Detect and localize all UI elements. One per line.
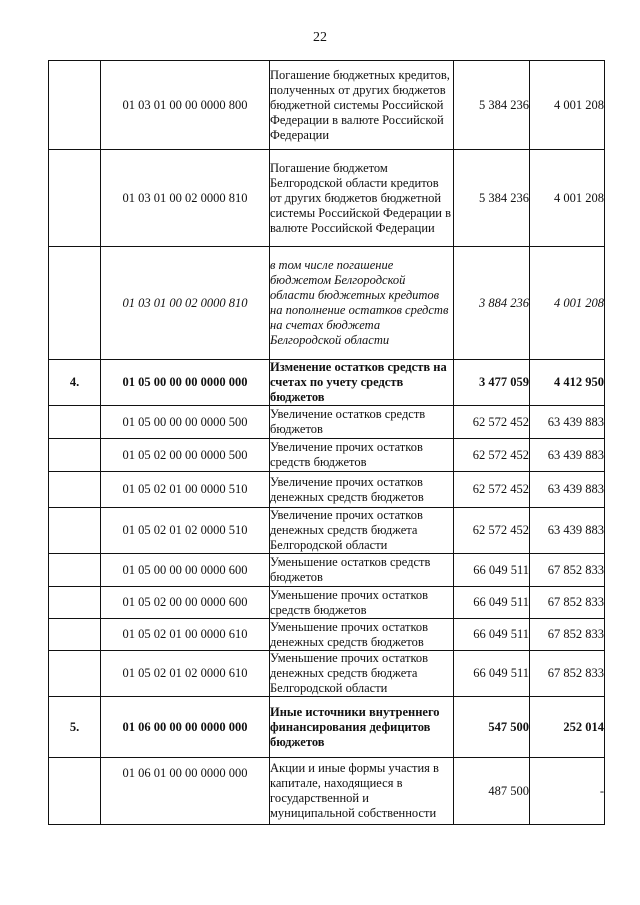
table-row bbox=[49, 150, 605, 247]
budget-code: 01 05 00 00 00 0000 500 bbox=[101, 406, 270, 439]
table-row bbox=[49, 439, 605, 472]
amount-year-1: 5 384 236 bbox=[454, 150, 530, 247]
row-number: 4. bbox=[49, 360, 101, 406]
budget-code: 01 05 00 00 00 0000 000 bbox=[101, 360, 270, 406]
table-row bbox=[49, 508, 605, 554]
budget-code: 01 03 01 00 00 0000 800 bbox=[101, 61, 270, 150]
row-number bbox=[49, 619, 101, 651]
table-row bbox=[49, 651, 605, 697]
table-row bbox=[49, 587, 605, 619]
budget-code: 01 05 02 01 00 0000 610 bbox=[101, 619, 270, 651]
source-name: Уменьшение остатков средств бюджетов bbox=[270, 554, 454, 587]
amount-year-2: 63 439 883 bbox=[530, 439, 605, 472]
source-name: в том числе погашение бюджетом Белгородской области бюджетных кредитов на пополнение остатков средств на счетах бюджета Белгородской области bbox=[270, 247, 454, 360]
amount-year-1: 547 500 bbox=[454, 697, 530, 758]
amount-year-1: 66 049 511 bbox=[454, 651, 530, 697]
source-name: Увеличение остатков средств бюджетов bbox=[270, 406, 454, 439]
source-name: Уменьшение прочих остатков средств бюджетов bbox=[270, 587, 454, 619]
source-name: Погашение бюджетных кредитов, полученных от других бюджетов бюджетной системы Российской Федерации в валюте Российской Федерации bbox=[270, 61, 454, 150]
amount-year-1: 487 500 bbox=[454, 758, 530, 825]
row-number bbox=[49, 554, 101, 587]
amount-year-2: 67 852 833 bbox=[530, 651, 605, 697]
amount-year-2: 4 412 950 bbox=[530, 360, 605, 406]
sources-financing-table bbox=[48, 60, 605, 825]
amount-year-2: 63 439 883 bbox=[530, 406, 605, 439]
budget-code: 01 06 01 00 00 0000 000 bbox=[101, 758, 270, 825]
budget-code: 01 05 02 01 02 0000 610 bbox=[101, 651, 270, 697]
table-row bbox=[49, 472, 605, 508]
source-name: Иные источники внутреннего финансирования дефицитов бюджетов bbox=[270, 697, 454, 758]
table-row bbox=[49, 554, 605, 587]
amount-year-1: 66 049 511 bbox=[454, 554, 530, 587]
source-name: Увеличение прочих остатков денежных средств бюджетов bbox=[270, 472, 454, 508]
table-row bbox=[49, 758, 605, 825]
table-row bbox=[49, 61, 605, 150]
source-name: Уменьшение прочих остатков денежных средств бюджетов bbox=[270, 619, 454, 651]
amount-year-1: 62 572 452 bbox=[454, 406, 530, 439]
row-number bbox=[49, 406, 101, 439]
amount-year-1: 3 477 059 bbox=[454, 360, 530, 406]
source-name: Погашение бюджетом Белгородской области кредитов от других бюджетов бюджетной системы Российской Федерации в валюте Российской Федерации bbox=[270, 150, 454, 247]
row-number: 5. bbox=[49, 697, 101, 758]
amount-year-2: 63 439 883 bbox=[530, 472, 605, 508]
row-number bbox=[49, 247, 101, 360]
source-name: Увеличение прочих остатков денежных средств бюджета Белгородской области bbox=[270, 508, 454, 554]
source-name: Акции и иные формы участия в капитале, находящиеся в государственной и муниципальной собственности bbox=[270, 758, 454, 825]
amount-year-1: 62 572 452 bbox=[454, 508, 530, 554]
table-row bbox=[49, 697, 605, 758]
row-number bbox=[49, 758, 101, 825]
budget-code: 01 03 01 00 02 0000 810 bbox=[101, 150, 270, 247]
source-name: Увеличение прочих остатков средств бюджетов bbox=[270, 439, 454, 472]
budget-code: 01 05 02 01 02 0000 510 bbox=[101, 508, 270, 554]
amount-year-2: 67 852 833 bbox=[530, 587, 605, 619]
page-number: 22 bbox=[313, 30, 327, 45]
source-name: Уменьшение прочих остатков денежных средств бюджета Белгородской области bbox=[270, 651, 454, 697]
budget-code: 01 05 02 01 00 0000 510 bbox=[101, 472, 270, 508]
amount-year-1: 3 884 236 bbox=[454, 247, 530, 360]
table-row bbox=[49, 247, 605, 360]
amount-year-1: 66 049 511 bbox=[454, 587, 530, 619]
budget-code: 01 05 02 00 00 0000 500 bbox=[101, 439, 270, 472]
row-number bbox=[49, 651, 101, 697]
budget-code: 01 05 00 00 00 0000 600 bbox=[101, 554, 270, 587]
amount-year-1: 62 572 452 bbox=[454, 439, 530, 472]
amount-year-2: 67 852 833 bbox=[530, 619, 605, 651]
amount-year-2: 4 001 208 bbox=[530, 247, 605, 360]
row-number bbox=[49, 508, 101, 554]
row-number bbox=[49, 472, 101, 508]
table-row bbox=[49, 619, 605, 651]
budget-code: 01 06 00 00 00 0000 000 bbox=[101, 697, 270, 758]
amount-year-1: 5 384 236 bbox=[454, 61, 530, 150]
amount-year-2: - bbox=[530, 758, 605, 825]
row-number bbox=[49, 61, 101, 150]
amount-year-1: 62 572 452 bbox=[454, 472, 530, 508]
row-number bbox=[49, 439, 101, 472]
budget-code: 01 03 01 00 02 0000 810 bbox=[101, 247, 270, 360]
source-name: Изменение остатков средств на счетах по учету средств бюджетов bbox=[270, 360, 454, 406]
amount-year-2: 67 852 833 bbox=[530, 554, 605, 587]
amount-year-1: 66 049 511 bbox=[454, 619, 530, 651]
amount-year-2: 252 014 bbox=[530, 697, 605, 758]
table-row bbox=[49, 406, 605, 439]
row-number bbox=[49, 150, 101, 247]
row-number bbox=[49, 587, 101, 619]
amount-year-2: 4 001 208 bbox=[530, 61, 605, 150]
amount-year-2: 4 001 208 bbox=[530, 150, 605, 247]
budget-code: 01 05 02 00 00 0000 600 bbox=[101, 587, 270, 619]
table-row bbox=[49, 360, 605, 406]
amount-year-2: 63 439 883 bbox=[530, 508, 605, 554]
